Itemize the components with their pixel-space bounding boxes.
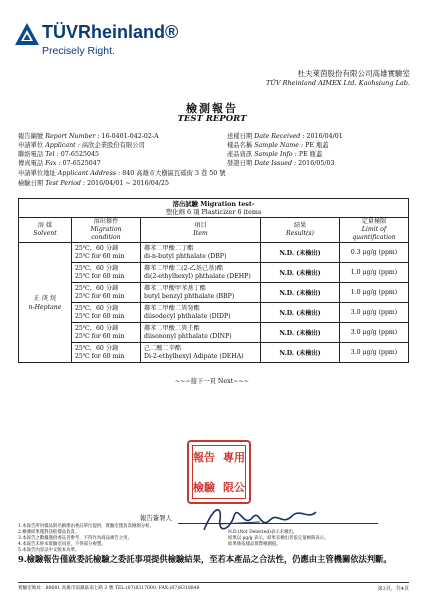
date-received-value: 2016/04/01 [306, 133, 343, 140]
limit-cell: 3.0 μg/g (ppm) [340, 323, 409, 343]
date-received-label-zh: 送樣日期 [227, 133, 253, 140]
table-caption-2: 塑化劑 6 項 Plasticizer 6 items [165, 208, 262, 216]
date-issued-label-zh: 發證日期 [227, 160, 253, 167]
header-result-zh: 結果 [293, 222, 307, 229]
condition-en: 25℃ for 60 min [75, 332, 125, 340]
condition-cell [72, 303, 141, 323]
fax-value: 07-6525047 [62, 160, 101, 167]
table-header-row [19, 218, 409, 243]
note-line: 1.本報告所用樣品與名稱係由委託單位提供，實驗室僅負責檢測分析。 [18, 524, 154, 529]
header-solvent-zh: 溶 媒 [37, 222, 53, 229]
report-number-value: 16-0401-042-02-A [101, 133, 159, 140]
item-cell [141, 243, 261, 263]
results-table [18, 198, 409, 363]
next-page-note: ~~~接下一頁 Next~~~ [174, 378, 250, 385]
tel-value: 07-6525045 [60, 151, 99, 158]
header-condition-en1: Migration [90, 226, 122, 233]
sample-info-row [227, 152, 322, 158]
header-result-en: Result(s) [286, 230, 314, 237]
report-number-label-zh: 報告編號 [18, 133, 44, 140]
item-zh: 鄰苯二甲酸二異壬酯 [144, 324, 200, 332]
item-cell [141, 283, 261, 303]
signer-label: 報告簽署人 [140, 514, 172, 522]
condition-cell [72, 243, 141, 263]
limit-cell: 3.0 μg/g (ppm) [340, 303, 409, 323]
header-limit-zh: 定量極限 [361, 218, 387, 225]
test-period-row [18, 181, 169, 187]
test-period-value: 2016/04/01 ~ 2016/04/25 [87, 180, 169, 187]
solvent-cell [19, 243, 72, 363]
result-cell: N.D. (未檢出) [261, 283, 340, 303]
table-row [19, 343, 409, 363]
applicant-value: 高欣企業股份有限公司 [81, 142, 145, 149]
condition-en: 25℃ for 60 min [75, 272, 125, 280]
date-issued-value: 2016/05/03 [298, 160, 335, 167]
address-value: 840 高雄市大樹區瓦磘街 3 巷 50 號 [122, 170, 226, 177]
report-number-row [18, 134, 159, 140]
fax-label-zh: 傳真電話 [18, 160, 44, 167]
stamp-char: 檢驗 [193, 481, 215, 494]
result-cell: N.D. (未檢出) [261, 343, 340, 363]
item-zh: 鄰苯二甲酸二異癸酯 [144, 304, 200, 312]
item-en: butyl benzyl phthalate (BBP) [144, 292, 235, 300]
applicant-row [18, 143, 145, 149]
page-number: 第2頁，共4頁 [377, 586, 409, 592]
condition-cell [72, 343, 141, 363]
lab-name-en: TÜV Rheinland AIMEX Ltd. Kaohsiung Lab. [266, 79, 410, 87]
condition-zh: 25℃，60 分鐘 [75, 284, 119, 292]
item-zh: 鄰苯二甲酸二(2-乙基己基)酯 [144, 264, 223, 272]
stamp-char: 報告 [193, 451, 215, 464]
notes-right [228, 530, 329, 548]
item-cell [141, 323, 261, 343]
limit-cell: 1.0 μg/g (ppm) [340, 263, 409, 283]
condition-zh: 25℃，60 分鐘 [75, 324, 119, 332]
table-row [19, 303, 409, 323]
header-solvent-en: Solvent [33, 230, 57, 237]
date-received-row [227, 134, 343, 140]
report-title-en: TEST REPORT [177, 114, 247, 124]
date-issued-label-en: Date Issued : [254, 160, 297, 167]
fax-label-en: Fax : [45, 160, 61, 167]
header-result [261, 218, 340, 243]
tel-row [18, 152, 99, 158]
limit-cell: 1.0 μg/g (ppm) [340, 283, 409, 303]
header-item-en: Item [193, 230, 208, 237]
report-number-label-en: Report Number : [45, 133, 100, 140]
note-line: 4.本報告未經本實驗室同意，不得部分複製。 [18, 542, 106, 547]
result-cell: N.D. (未檢出) [261, 303, 340, 323]
item-cell [141, 343, 261, 363]
condition-zh: 25℃，60 分鐘 [75, 304, 119, 312]
tuv-logo-icon [14, 22, 40, 46]
limit-cell: 0.3 μg/g (ppm) [340, 243, 409, 263]
sample-info-label-zh: 產品資訊 [227, 151, 253, 158]
stamp-char: 專用 [223, 451, 245, 464]
item-en: diisononyl phthalate (DINP) [144, 332, 232, 340]
test-period-label-zh: 檢驗日期 [18, 180, 44, 187]
header-solvent [19, 218, 72, 243]
condition-zh: 25℃，60 分鐘 [75, 344, 119, 352]
condition-cell [72, 283, 141, 303]
header-limit-en2: quantification [352, 234, 396, 241]
brand-tagline: Precisely Right. [42, 45, 115, 57]
note-line: 2.檢測結果僅對該批樣品負責。 [18, 530, 80, 535]
sample-name-label-en: Sample Name : [254, 142, 304, 149]
header-condition-zh: 溶出條件 [93, 218, 119, 225]
condition-en: 25℃ for 60 min [75, 312, 125, 320]
item-en: diisodecyl phthalate (DIDP) [144, 312, 231, 320]
note-line: 結果係依樣品實際檢測值。 [228, 542, 281, 547]
note-line: N.D.(Not Detected)表示未檢出。 [228, 530, 298, 535]
item-cell [141, 303, 261, 323]
stamp-char: 限公 [223, 481, 245, 494]
item-cell [141, 263, 261, 283]
condition-cell [72, 323, 141, 343]
item-en: di-n-butyl phthalate (DBP) [144, 252, 227, 260]
report-title-zh: 檢測報告 [186, 102, 238, 115]
note-line: 3.本報告之數據僅供委託者參考，不得作為商品廣告之用。 [18, 536, 132, 541]
test-period-label-en: Test Period : [45, 180, 86, 187]
limit-cell: 3.0 μg/g (ppm) [340, 343, 409, 363]
applicant-label-zh: 申請單位 [18, 142, 44, 149]
item-zh: 己二酸二辛酯 [144, 344, 182, 352]
footer [18, 582, 409, 591]
address-label-zh: 申請單位地址 [18, 170, 56, 177]
table-row [19, 323, 409, 343]
condition-cell [72, 263, 141, 283]
header-limit-en1: Limit of [361, 226, 387, 233]
fax-row [18, 161, 101, 167]
result-cell: N.D. (未檢出) [261, 243, 340, 263]
solvent-en: n-Heptane [28, 303, 62, 311]
legality-note: 9.檢驗報告僅就委託檢驗之委託事項提供檢驗結果，至若本產品之合法性，仍應由主管機關依法判斷。 [18, 554, 392, 564]
item-en: Di-2-ethylhexyl Adipate (DEHA) [144, 352, 244, 360]
sample-info-value: PE 瓶蓋 [298, 151, 323, 158]
sample-name-row [227, 143, 329, 149]
condition-zh: 25℃，60 分鐘 [75, 264, 119, 272]
tel-label-en: Tel : [45, 151, 59, 158]
note-line: 結果以 μg/g 表示，結果未檢出者依定量極限表示。 [228, 536, 329, 541]
brand-name: TÜVRheinland® [42, 22, 179, 42]
header-condition [72, 218, 141, 243]
condition-en: 25℃ for 60 min [75, 292, 125, 300]
header-limit [340, 218, 409, 243]
result-cell: N.D. (未檢出) [261, 323, 340, 343]
condition-en: 25℃ for 60 min [75, 252, 125, 260]
result-cell: N.D. (未檢出) [261, 263, 340, 283]
table-row [19, 243, 409, 263]
header-item-zh: 項目 [194, 222, 207, 229]
table-caption-1: 溶出試驗 Migration test- [172, 200, 255, 208]
item-zh: 鄰苯二甲酸二丁酯 [144, 244, 194, 252]
header-item [141, 218, 261, 243]
condition-en: 25℃ for 60 min [75, 352, 125, 360]
date-issued-row [227, 161, 334, 167]
table-row [19, 283, 409, 303]
item-zh: 鄰苯二甲酸甲苯基丁酯 [144, 284, 206, 292]
address-row [18, 171, 226, 177]
footer-address: 實驗室地址：80681 高雄市前鎮區南七路 3 號 TEL:(07)8317000, FAX:(07)8318848 [18, 586, 200, 591]
sample-name-label-zh: 樣品名稱 [227, 142, 253, 149]
lab-name-zh: 杜夫萊茵股份有限公司高雄實驗室 [297, 69, 410, 78]
address-label-en: Applicant Address : [57, 170, 121, 177]
lab-seal-stamp [187, 440, 251, 504]
sample-name-value: PE 瓶蓋 [305, 142, 329, 149]
table-caption [19, 199, 409, 218]
sample-info-label-en: Sample Info : [254, 151, 297, 158]
date-received-label-en: Date Received : [254, 133, 305, 140]
table-row [19, 263, 409, 283]
table-caption-row [19, 199, 409, 218]
note-line: 5.本報告內容以中文版本為準。 [18, 548, 80, 553]
header-condition-en2: condition [91, 234, 121, 241]
applicant-label-en: Applicant : [45, 142, 80, 149]
tel-label-zh: 聯絡電話 [18, 151, 44, 158]
solvent-zh: 正 庚 烷 [33, 294, 57, 302]
item-en: di(2-ethylhexyl) phthalate (DEHP) [144, 272, 251, 280]
condition-zh: 25℃，60 分鐘 [75, 244, 119, 252]
